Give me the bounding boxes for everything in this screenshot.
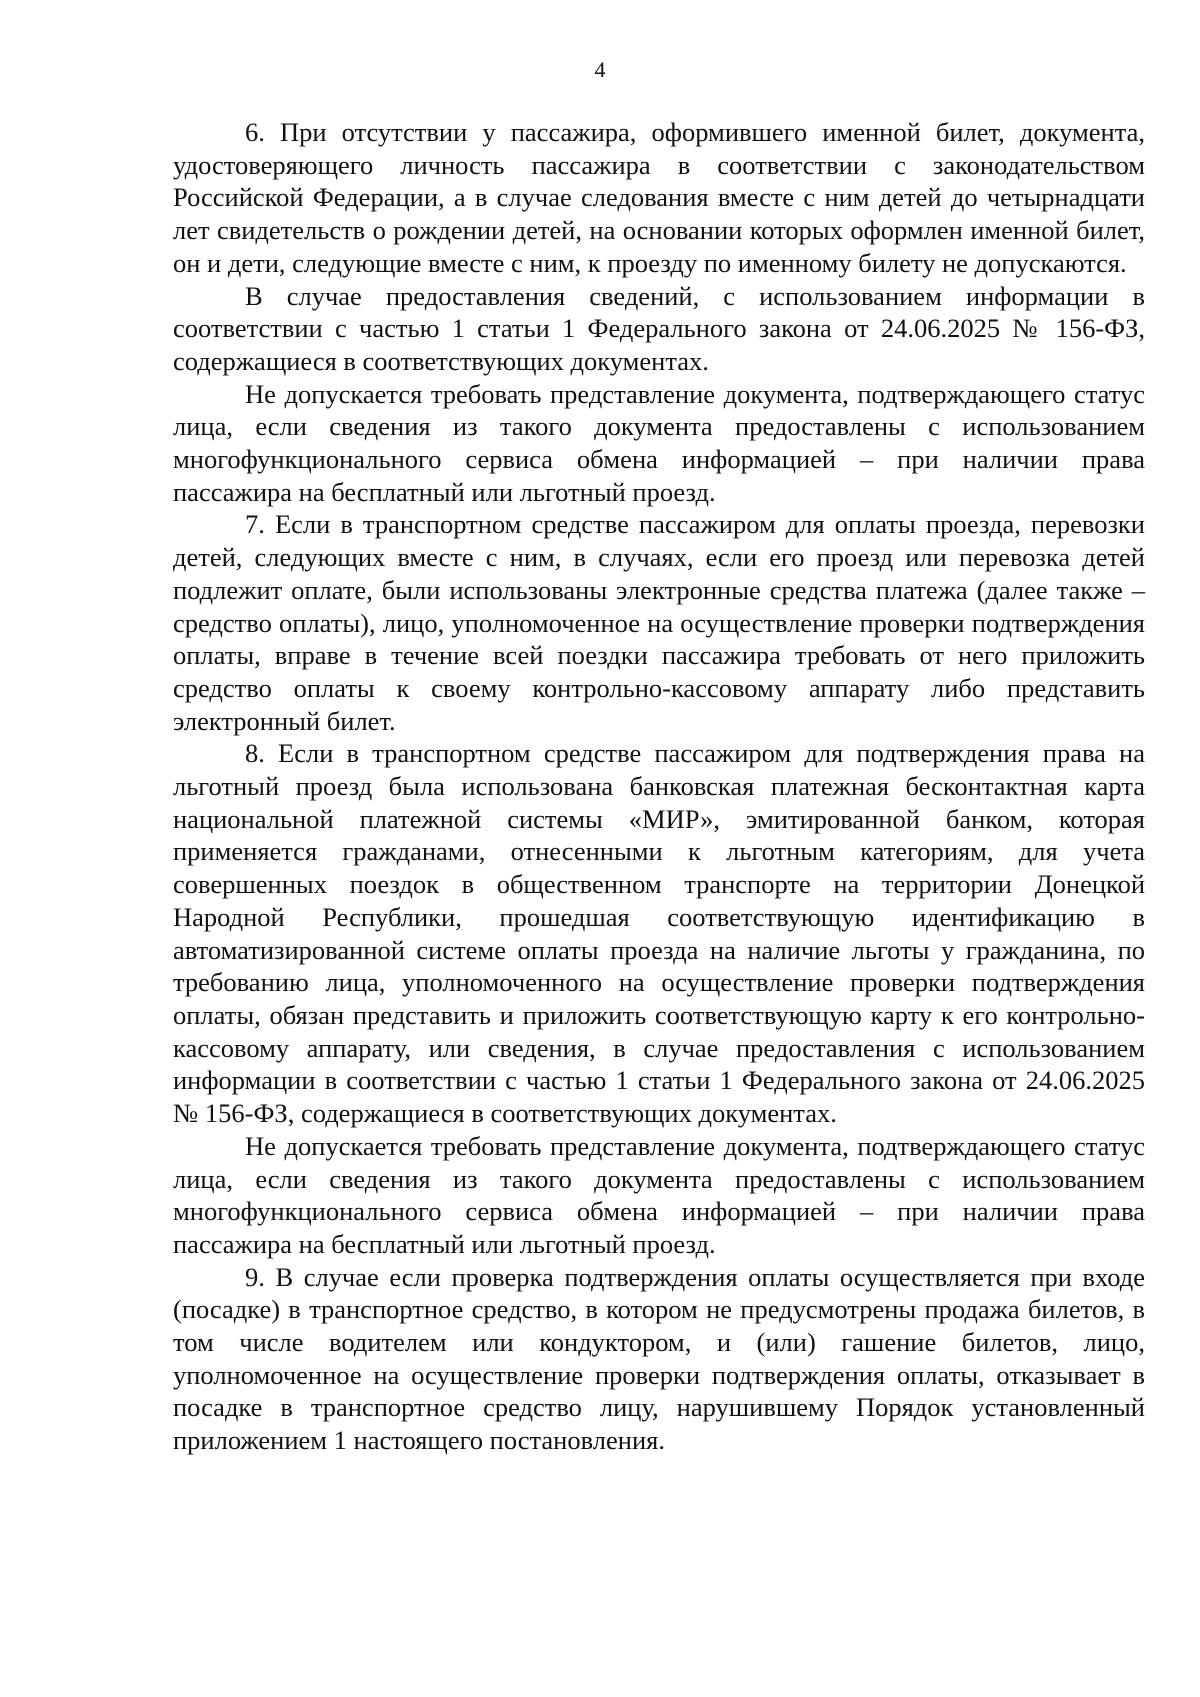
- paragraph-8-status-note: Не допускается требовать представление документа, подтверждающего статус лица, если сведения из такого документа предоставлены с использованием многофункционального сервиса обмена информацией – при наличии права пассажира на бесплатный или льготный проезд.: [173, 1130, 1145, 1259]
- paragraph-6: 6. При отсутствии у пассажира, оформившего именной билет, документа, удостоверяющего личность пассажира в соответствии с законодательством Российской Федерации, а в случае следования вместе с ним детей до четырнадцати лет свидетельств о рождении детей, на основании которых оформлен именной билет, он и дети, следующие вместе с ним, к проезду по именному билету не допускаются.: [173, 117, 1145, 278]
- page-number: 4: [594, 57, 606, 82]
- paragraph-7: 7. Если в транспортном средстве пассажиром для оплаты проезда, перевозки детей, следующих вместе с ним, в случаях, если его проезд или перевозка детей подлежит оплате, были использованы электронные средства платежа (далее также – средство оплаты), лицо, уполномоченное на осуществление проверки подтверждения оплаты, вправе в течение всей поездки пассажира требовать от него приложить средство оплаты к своему контрольно-кассовому аппарату либо представить электронный билет.: [173, 509, 1145, 736]
- document-body: [173, 116, 1145, 1457]
- paragraph-6-status-note: Не допускается требовать представление документа, подтверждающего статус лица, если сведения из такого документа предоставлены с использованием многофункционального сервиса обмена информацией – при наличии права пассажира на бесплатный или льготный проезд.: [173, 378, 1145, 507]
- paragraph-6-info-note: В случае предоставления сведений, с использованием информации в соответствии с частью 1 статьи 1 Федерального закона от 24.06.2025 № 156-ФЗ, содержащиеся в соответствующих документах.: [173, 280, 1145, 376]
- paragraph-8: 8. Если в транспортном средстве пассажиром для подтверждения права на льготный проезд была использована банковская платежная бесконтактная карта национальной платежной системы «МИР», эмитированной банком, которая применяется гражданами, отнесенными к льготным категориям, для учета совершенных поездок в общественном транспорте на территории Донецкой Народной Республики, прошедшая соответствующую идентификацию в автоматизированной системе оплаты проезда на наличие льготы у гражданина, по требованию лица, уполномоченного на осуществление проверки подтверждения оплаты, обязан представить и приложить соответствующую карту к его контрольно-кассовому аппарату, или сведения, в случае предоставления с использованием информации в соответствии с частью 1 статьи 1 Федерального закона от 24.06.2025 № 156-ФЗ, содержащиеся в соответствующих документах.: [173, 738, 1145, 1129]
- paragraph-9: 9. В случае если проверка подтверждения оплаты осуществляется при входе (посадке) в транспортное средство, в котором не предусмотрены продажа билетов, в том числе водителем или кондуктором, и (или) гашение билетов, лицо, уполномоченное на осуществление проверки подтверждения оплаты, отказывает в посадке в транспортное средство лицу, нарушившему Порядок установленный приложением 1 настоящего постановления.: [173, 1261, 1145, 1456]
